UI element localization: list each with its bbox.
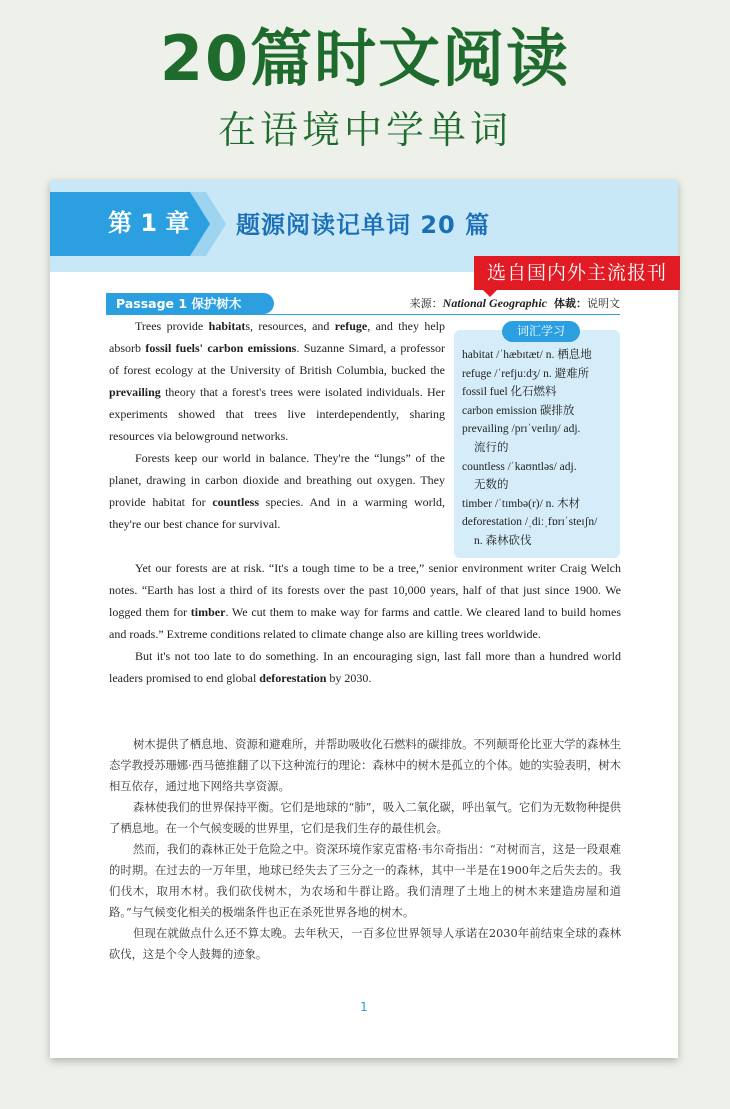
vocab-item: deforestation /ˌdiːˌfɒrɪˈsteɪʃn/ (462, 516, 598, 529)
page-number: 1 (360, 1000, 368, 1014)
vocab-item: habitat /ˈhæbɪtæt/ n. 栖息地 (462, 349, 592, 361)
chinese-paragraph-4: 但现在就做点什么还不算太晚。去年秋天，一百多位世界领导人承诺在2030年前结束全球的森林砍伐，这是个令人鼓舞的迹象。 (109, 927, 621, 961)
vocab-list (462, 346, 618, 551)
english-passage-part1 (109, 315, 445, 535)
vocab-heading: 词汇学习 (502, 321, 580, 342)
english-paragraph-2: Forests keep our world in balance. They're the “lungs” of the planet, drawing in carbon dioxide and breathing out oxygen. They provide habitat for countless species. And in a warming world, they're our best chance for survival. (109, 451, 445, 531)
vocab-item: countless /ˈkaʊntləs/ adj. (462, 460, 577, 473)
vocab-item: fossil fuel 化石燃料 (462, 386, 557, 399)
english-passage-part2 (109, 557, 621, 689)
hero-title: 20篇时文阅读 (159, 22, 571, 95)
source-value: National Geographic (442, 296, 547, 310)
vocab-item: refuge /ˈrefjuːdʒ/ n. 避难所 (462, 367, 590, 380)
vocab-item: timber /ˈtɪmbə(r)/ n. 木材 (462, 497, 581, 510)
english-paragraph-4: But it's not too late to do something. In an encouraging sign, last fall more than a hundred world leaders promised to end global deforestation by 2030. (109, 649, 621, 685)
vocab-item: prevailing /prɪˈveɪlɪŋ/ adj. (462, 423, 581, 436)
vocab-item: n. 森林砍伐 (474, 534, 532, 547)
book-page (50, 180, 678, 1058)
chapter-title: 题源阅读记单词 20 篇 (236, 211, 491, 239)
source-info (410, 295, 620, 312)
chinese-paragraph-2: 森林使我们的世界保持平衡。它们是地球的“肺”，吸入二氧化碳，呼出氧气。它们为无数物种提供了栖息地。在一个气候变暖的世界里，它们是我们生存的最佳机会。 (109, 801, 621, 835)
english-paragraph-3: Yet our forests are at risk. “It's a tough time to be a tree,” senior environment writer Craig Welch notes. “Earth has lost a third of its forests over the past 10,000 years, half of that just since 1900. We logged them for timber. We cut them to make way for farms and cattle. We cleared land to build homes and roads.” Extreme conditions related to climate change also are killing trees worldwide. (109, 561, 621, 641)
source-label: 来源： (409, 297, 443, 310)
vocab-item: 流行的 (474, 441, 509, 454)
chinese-translation (109, 734, 621, 965)
chinese-paragraph-3: 然而，我们的森林正处于危险之中。资深环境作家克雷格·韦尔奇指出：“对树而言，这是一段艰难的时期。在过去的一万年里，地球已经失去了三分之一的森林，其中一半是在1900年之后失去的。我们伐木，取用木材。我们砍伐树木，为农场和牛群让路。我们清理了土地上的树木来建造房屋和道路。”与气候变化相关的极端条件也正在杀死世界各地的树木。 (109, 843, 621, 919)
hero-subtitle: 在语境中学单词 (217, 108, 512, 152)
genre-label: 体裁： (554, 297, 587, 310)
source-highlight-label: 选自国内外主流报刊 (474, 256, 680, 290)
english-paragraph-1: Trees provide habitats, resources, and refuge, and they help absorb fossil fuels' carbon emissions. Suzanne Simard, a professor of forest ecology at the University of British Columbia, bucked the prevailing theory that a forest's trees were isolated individuals. Her experiments showed that trees live interdependently, sharing resources via belowground networks. (109, 319, 445, 443)
vocab-item: 无数的 (474, 479, 509, 492)
vocab-item: carbon emission 碳排放 (462, 404, 575, 417)
chapter-number: 第 1 章 (108, 209, 190, 237)
passage-tag: Passage 1 保护树木 (106, 293, 274, 314)
chinese-paragraph-1: 树木提供了栖息地、资源和避难所，并帮助吸收化石燃料的碳排放。不列颠哥伦比亚大学的森林生态学教授苏珊娜·西马德推翻了以下这种流行的理论：森林中的树木是孤立的个体。她的实验表明，树木相互依存，通过地下网络共享资源。 (109, 738, 621, 793)
genre-value: 说明文 (587, 297, 620, 310)
